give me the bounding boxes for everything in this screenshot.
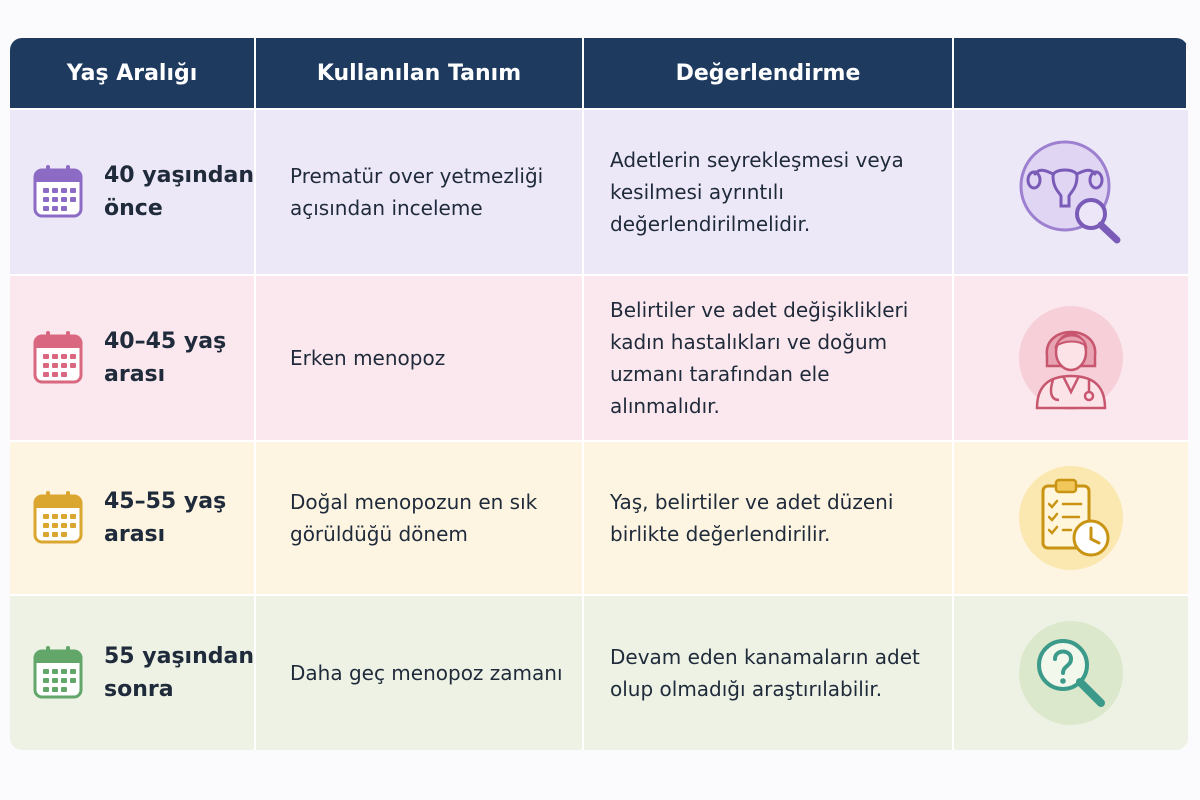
evaluation-text: Yaş, belirtiler ve adet düzeni birlikte değerlendirilir.	[610, 490, 894, 546]
table-row-term-cell	[256, 274, 584, 440]
calendar-icon	[32, 644, 84, 702]
header-age-range: Yaş Aralığı	[10, 38, 256, 108]
clipboard-clock-icon	[1013, 460, 1129, 576]
uterus-magnifier-icon	[1013, 134, 1129, 250]
table-row-age-cell	[10, 274, 256, 440]
question-magnifier-icon	[1013, 615, 1129, 731]
header-icon	[954, 38, 1188, 108]
table-row-icon-cell	[954, 440, 1188, 594]
evaluation-text: Adetlerin seyrekleşmesi veya kesilmesi ayrıntılı değerlendirilmelidir.	[610, 148, 904, 236]
table-row-icon-cell	[954, 594, 1188, 750]
table-row-term-cell	[256, 108, 584, 274]
header-evaluation: Değerlendirme	[584, 38, 954, 108]
table-row-term-cell	[256, 594, 584, 750]
term-text: Doğal menopozun en sık görüldüğü dönem	[290, 490, 538, 546]
table-row-icon-cell	[954, 108, 1188, 274]
age-range-label: 40–45 yaş arası	[104, 329, 227, 387]
table-row-age-cell	[10, 594, 256, 750]
table-row-age-cell	[10, 440, 256, 594]
table-row-evaluation-cell	[584, 274, 954, 440]
table-row-age-cell	[10, 108, 256, 274]
age-range-label: 45–55 yaş arası	[104, 489, 227, 547]
age-range-label: 40 yaşından önce	[104, 163, 255, 221]
table-row-evaluation-cell	[584, 440, 954, 594]
table-row-evaluation-cell	[584, 108, 954, 274]
table-row-term-cell	[256, 440, 584, 594]
term-text: Erken menopoz	[290, 346, 446, 370]
female-doctor-icon	[1013, 300, 1129, 416]
evaluation-text: Devam eden kanamaların adet olup olmadığı araştırılabilir.	[610, 645, 920, 701]
age-range-label: 55 yaşından sonra	[104, 644, 255, 702]
calendar-icon	[32, 163, 84, 221]
header-term: Kullanılan Tanım	[256, 38, 584, 108]
menopause-age-table	[10, 38, 1188, 750]
term-text: Prematür over yetmezliği açısından inceleme	[290, 164, 544, 220]
evaluation-text: Belirtiler ve adet değişiklikleri kadın hastalıkları ve doğum uzmanı tarafından ele alınmalıdır.	[610, 298, 909, 418]
calendar-icon	[32, 489, 84, 547]
table-row-evaluation-cell	[584, 594, 954, 750]
calendar-icon	[32, 329, 84, 387]
table-row-icon-cell	[954, 274, 1188, 440]
term-text: Daha geç menopoz zamanı	[290, 661, 563, 685]
